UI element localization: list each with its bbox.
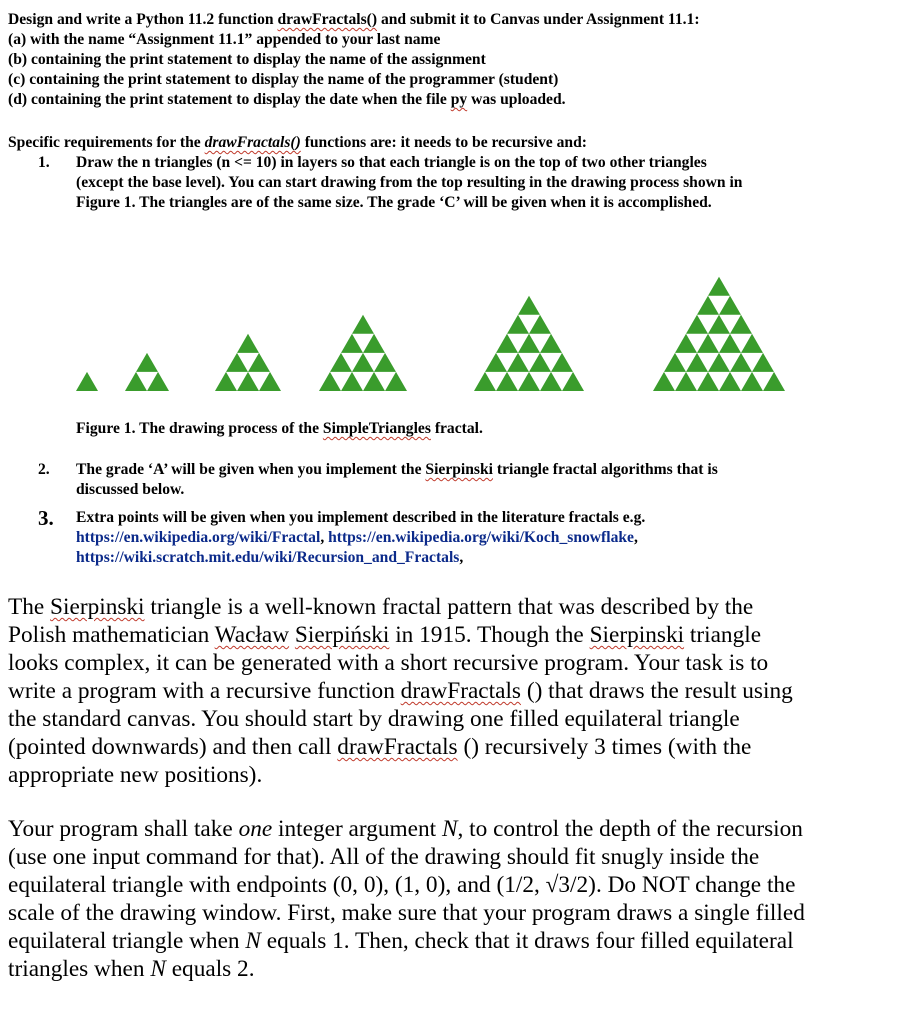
triangle [653,372,675,391]
name: Wacław [214,622,290,648]
triangle [352,315,374,334]
triangle [226,353,248,372]
item-3-number [38,508,54,531]
triangle [215,372,237,391]
triangle [529,353,551,372]
triangle [719,296,741,315]
triangle [708,315,730,334]
triangle [518,296,540,315]
triangle [237,334,259,353]
paragraph-sierpinski [8,593,888,789]
header-text: Design and write a Python 11.2 function [8,11,278,28]
file-extension: py [450,91,468,108]
link-scratch-recursion[interactable]: https://wiki.scratch.mit.edu/wiki/Recursion_and_Fractals [76,549,460,566]
item-3-line-2 [76,528,638,548]
triangle [708,353,730,372]
triangle [507,315,529,334]
text: equals 2. [165,956,255,982]
item-2-line-1 [76,460,718,480]
link-fractal[interactable]: https://en.wikipedia.org/wiki/Fractal [76,529,321,546]
para1-line-3: looks complex, it can be generated with a short recursive program. Your task is to [8,650,769,676]
item-number-text: 3. [38,506,54,530]
triangle [496,372,518,391]
function-name: drawFractals() [277,11,378,28]
header-line-1 [8,10,700,30]
triangle [341,334,363,353]
separator: , [633,529,638,546]
variable: N [441,816,458,842]
triangle [147,372,169,391]
triangle [675,372,697,391]
item-1-line-1: Draw the n triangles (n <= 10) in layers so that each triangle is on the top of two other triangles [76,154,707,171]
triangle [330,353,352,372]
para1-line-6 [8,733,888,761]
text: Polish mathematician [8,622,215,648]
triangle [730,353,752,372]
text: write a program with a recursive function [8,678,401,704]
triangle [697,334,719,353]
header-line-2: (a) with the name “Assignment 11.1” appended to your last name [8,31,441,48]
item-2-line-2: discussed below. [76,481,185,498]
requirements-intro [8,133,587,153]
para2-line-4: scale of the drawing window. First, make sure that your program draws a single filled [8,900,805,926]
item-1-line-3: Figure 1. The triangles are of the same size. The grade ‘C’ will be given when it is accomplished. [76,194,712,211]
item-text: triangle fractal algorithms that is [493,461,718,478]
triangle [518,334,540,353]
para2-line-6 [8,955,888,983]
para1-line-7: appropriate new positions). [8,762,263,788]
triangle [562,372,584,391]
triangle [686,353,708,372]
triangle [540,372,562,391]
text: Your program shall take [8,816,239,842]
figure-caption [76,419,483,439]
name: Sierpinski [50,594,145,620]
item-text: The grade ‘A’ will be given when you implement the [76,461,426,478]
triangle [540,334,562,353]
triangle-stage-1 [76,372,98,391]
triangle [730,315,752,334]
triangle [752,353,774,372]
text: () recursively 3 times (with the [457,734,752,760]
triangle [675,334,697,353]
separator: , [320,529,329,546]
paragraph-program [8,815,888,983]
triangle [529,315,551,334]
name: Sierpinski [589,622,685,648]
triangle [518,372,540,391]
fractal-name: SimpleTriangles [322,420,431,437]
item-1-line-2: (except the base level). You can start drawing from the top resulting in the drawing process shown in [76,174,743,191]
text: triangles when [8,956,151,982]
text: in 1915. Though the [389,622,590,648]
para2-line-2: (use one input command for that). All of the drawing should fit snugly inside the [8,844,760,870]
triangle [248,353,270,372]
triangle [763,372,785,391]
text: The [8,594,51,620]
item-3-line-3 [76,548,463,568]
text: triangle [684,622,762,648]
para1-line-2 [8,621,888,649]
header-line-4: (c) containing the print statement to display the name of the programmer (student) [8,71,559,88]
header-text: and submit it to Canvas under Assignment 11.1: [377,11,700,28]
triangle [76,372,98,391]
text: , to control the depth of the recursion [457,816,803,842]
name: Sierpiński [294,622,390,648]
triangle [719,372,741,391]
function-name: drawFractals [337,734,458,760]
simple-triangles-figure [0,226,897,396]
header-text: (d) containing the print statement to display the date when the file [8,91,451,108]
caption-text: Figure 1. The drawing process of the [76,420,323,437]
separator: , [459,549,464,566]
emphasis: one [238,816,273,842]
header-text: was uploaded. [467,91,566,108]
triangle [741,334,763,353]
text: triangle is a well-known fractal pattern that was described by the [144,594,754,620]
text: integer argument [272,816,442,842]
item-3-line-1: Extra points will be given when you implement described in the literature fractals e.g. [76,509,646,526]
para2-line-5 [8,927,888,955]
triangle-stage-5 [474,296,584,391]
triangle [474,372,496,391]
triangle [259,372,281,391]
para2-line-1 [8,815,888,843]
intro-text: Specific requirements for the [8,134,205,151]
para1-line-1 [8,593,888,621]
text: equals 1. Then, check that it draws four filled equilateral [260,928,794,954]
triangle [664,353,686,372]
triangle [686,315,708,334]
para2-line-3: equilateral triangle with endpoints (0, 0), (1, 0), and (1/2, √3/2). Do NOT change the [8,872,796,898]
triangle [551,353,573,372]
triangle [374,353,396,372]
triangle [708,277,730,296]
text: () that draws the result using [521,678,793,704]
triangle [385,372,407,391]
triangle [719,334,741,353]
intro-text: functions are: it needs to be recursive and: [300,134,587,151]
triangle [697,372,719,391]
item-2-number: 2. [38,461,50,478]
link-koch-snowflake[interactable]: https://en.wikipedia.org/wiki/Koch_snowflake [328,529,634,546]
text: equilateral triangle when [8,928,246,954]
para1-line-5: the standard canvas. You should start by drawing one filled equilateral triangle [8,706,740,732]
para1-line-4 [8,677,888,705]
function-name: drawFractals [400,678,521,704]
item-1-number: 1. [38,154,50,171]
triangle [319,372,341,391]
triangle-stage-6 [653,277,785,391]
header-line-5 [8,90,566,110]
variable: N [150,956,166,982]
text: (pointed downwards) and then call [8,734,338,760]
fractal-name: Sierpinski [425,461,494,478]
function-name: drawFractals() [204,134,301,151]
triangle [741,372,763,391]
triangle [341,372,363,391]
triangle [363,334,385,353]
triangle-stage-2 [125,353,169,391]
triangle [136,353,158,372]
triangle [363,372,385,391]
variable: N [245,928,261,954]
triangle [352,353,374,372]
triangle [485,353,507,372]
header-line-3: (b) containing the print statement to display the name of the assignment [8,51,486,68]
triangle-stage-3 [215,334,281,391]
triangle [237,372,259,391]
triangle [507,353,529,372]
caption-text: fractal. [430,420,483,437]
triangle [697,296,719,315]
triangle [496,334,518,353]
triangle-stage-4 [319,315,407,391]
triangle [125,372,147,391]
